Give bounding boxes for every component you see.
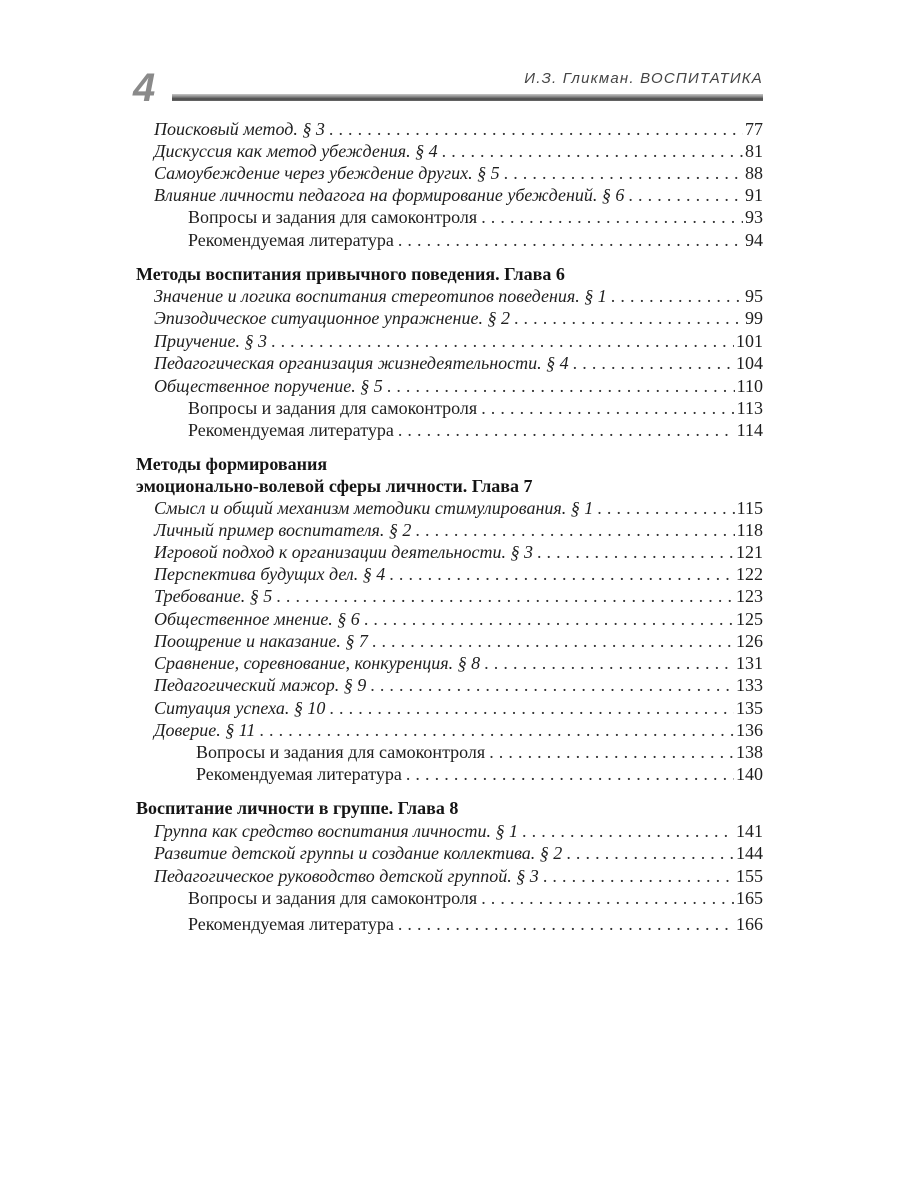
dot-leader: [514, 307, 743, 329]
toc-entry-page: 114: [736, 420, 763, 440]
dot-leader: [415, 519, 734, 541]
toc-entry-title: Педагогическая организация жизнедеятельности. § 4: [154, 353, 569, 373]
dot-leader: [398, 419, 735, 441]
dot-leader: [389, 563, 734, 585]
chapter-7-heading-line1[interactable]: Методы формирования: [136, 454, 328, 474]
toc-entry[interactable]: [154, 652, 763, 674]
toc-entry-title: Общественное поручение. § 5: [154, 376, 383, 396]
toc-entry[interactable]: [154, 674, 763, 696]
toc-entry-title: Вопросы и задания для самоконтроля: [188, 888, 478, 908]
toc-entry-page: 99: [745, 308, 763, 328]
toc-questions-entry[interactable]: [188, 206, 763, 228]
toc-entry-page: 136: [736, 720, 763, 740]
toc-entry-title: Общественное мнение. § 6: [154, 609, 360, 629]
header-rule-divider: [172, 94, 763, 101]
toc-entry[interactable]: [154, 541, 763, 563]
toc-entry-title: Значение и логика воспитания стереотипов поведения. § 1: [154, 286, 607, 306]
toc-entry-page: 133: [736, 675, 763, 695]
toc-entry[interactable]: [154, 330, 763, 352]
toc-entry[interactable]: [154, 184, 763, 206]
toc-entry-page: 123: [736, 586, 763, 606]
toc-entry[interactable]: [154, 307, 763, 329]
toc-literature-entry[interactable]: [188, 419, 763, 441]
dot-leader: [370, 674, 734, 696]
toc-entry-title: Поисковый метод. § 3: [154, 119, 325, 139]
toc-entry-title: Рекомендуемая литература: [196, 764, 402, 784]
toc-literature-entry[interactable]: [196, 763, 763, 785]
dot-leader: [628, 184, 743, 206]
toc-entry-page: 155: [736, 866, 763, 886]
toc-entry-title: Эпизодическое ситуационное упражнение. § 2: [154, 308, 510, 328]
toc-entry-page: 93: [745, 207, 763, 227]
toc-entry-page: 141: [736, 821, 763, 841]
toc-entry-page: 135: [736, 698, 763, 718]
toc-entry-title: Самоубеждение через убеждение других. § 5: [154, 163, 500, 183]
page-number: 4: [133, 66, 155, 110]
toc-entry-page: 140: [736, 764, 763, 784]
dot-leader: [573, 352, 734, 374]
toc-entry[interactable]: [154, 140, 763, 162]
toc-entry[interactable]: [154, 352, 763, 374]
dot-leader: [481, 206, 743, 228]
toc-entry-page: 110: [736, 376, 763, 396]
chapter-8-heading[interactable]: Воспитание личности в группе. Глава 8: [136, 798, 459, 818]
dot-leader: [329, 697, 734, 719]
toc-questions-entry[interactable]: [188, 887, 763, 909]
toc-entry-title: Рекомендуемая литература: [188, 230, 394, 250]
dot-leader: [522, 820, 734, 842]
toc-entry[interactable]: [154, 118, 763, 140]
toc-entry-title: Перспектива будущих дел. § 4: [154, 564, 386, 584]
toc-entry-title: Педагогическое руководство детской группой. § 3: [154, 866, 539, 886]
toc-literature-entry[interactable]: [188, 229, 763, 251]
toc-entry[interactable]: [154, 563, 763, 585]
toc-questions-entry[interactable]: [196, 741, 763, 763]
toc-entry-title: Приучение. § 3: [154, 331, 267, 351]
toc-entry[interactable]: [154, 162, 763, 184]
toc-entry-title: Влияние личности педагога на формирование убеждений. § 6: [154, 185, 625, 205]
toc-entry[interactable]: [154, 865, 763, 887]
toc-entry-title: Рекомендуемая литература: [188, 420, 394, 440]
toc-entry-page: 91: [745, 185, 763, 205]
toc-entry-page: 125: [736, 609, 763, 629]
toc-entry-title: Требование. § 5: [154, 586, 273, 606]
dot-leader: [543, 865, 734, 887]
toc-entry-title: Развитие детской группы и создание коллектива. § 2: [154, 843, 563, 863]
toc-entry-page: 81: [745, 141, 763, 161]
toc-entry-title: Педагогический мажор. § 9: [154, 675, 367, 695]
toc-entry-title: Смысл и общий механизм методики стимулирования. § 1: [154, 498, 594, 518]
toc-entry[interactable]: [154, 519, 763, 541]
toc-entry-title: Поощрение и наказание. § 7: [154, 631, 368, 651]
toc-entry-title: Игровой подход к организации деятельности. § 3: [154, 542, 533, 562]
toc-entry-title: Доверие. § 11: [154, 720, 256, 740]
dot-leader: [406, 763, 734, 785]
dot-leader: [329, 118, 743, 140]
dot-leader: [271, 330, 734, 352]
toc-entry[interactable]: [154, 820, 763, 842]
toc-entry-title: Рекомендуемая литература: [188, 914, 394, 934]
toc-entry-page: 144: [736, 843, 763, 863]
dot-leader: [481, 397, 734, 419]
toc-entry-page: 95: [745, 286, 763, 306]
dot-leader: [597, 497, 734, 519]
toc-entry-page: 101: [736, 331, 763, 351]
dot-leader: [504, 162, 743, 184]
toc-entry-page: 121: [736, 542, 763, 562]
toc-entry[interactable]: [154, 719, 763, 741]
toc-entry[interactable]: [154, 285, 763, 307]
toc-entry[interactable]: [154, 608, 763, 630]
dot-leader: [611, 285, 743, 307]
toc-entry[interactable]: [154, 842, 763, 864]
dot-leader: [259, 719, 734, 741]
dot-leader: [442, 140, 743, 162]
dot-leader: [566, 842, 734, 864]
toc-entry-page: 88: [745, 163, 763, 183]
toc-entry-title: Вопросы и задания для самоконтроля: [196, 742, 486, 762]
toc-entry-title: Ситуация успеха. § 10: [154, 698, 326, 718]
toc-entry-page: 104: [736, 353, 763, 373]
toc-entry-page: 77: [745, 119, 763, 139]
dot-leader: [398, 913, 734, 935]
toc-entry[interactable]: [154, 375, 763, 397]
running-head: И.З. Гликман. ВОСПИТАТИКА: [524, 70, 763, 87]
toc-entry[interactable]: [154, 697, 763, 719]
dot-leader: [364, 608, 734, 630]
dot-leader: [484, 652, 734, 674]
toc-entry-page: 122: [736, 564, 763, 584]
toc-questions-entry[interactable]: [188, 397, 763, 419]
dot-leader: [276, 585, 734, 607]
toc-entry-page: 165: [736, 888, 763, 908]
toc-entry-page: 166: [736, 914, 763, 934]
dot-leader: [489, 741, 734, 763]
toc-entry-title: Сравнение, соревнование, конкуренция. § 8: [154, 653, 481, 673]
chapter-7-heading-line2[interactable]: эмоционально-волевой сферы личности. Глава 7: [136, 476, 533, 496]
toc-entry[interactable]: [154, 630, 763, 652]
dot-leader: [481, 887, 734, 909]
dot-leader: [537, 541, 734, 563]
dot-leader: [387, 375, 735, 397]
toc-entry-title: Вопросы и задания для самоконтроля: [188, 207, 478, 227]
toc-entry-page: 118: [736, 520, 763, 540]
toc-entry-title: Личный пример воспитателя. § 2: [154, 520, 412, 540]
toc-entry-page: 94: [745, 230, 763, 250]
toc-entry-page: 138: [736, 742, 763, 762]
toc-entry[interactable]: [154, 585, 763, 607]
dot-leader: [398, 229, 743, 251]
toc-entry-page: 113: [736, 398, 763, 418]
dot-leader: [372, 630, 734, 652]
chapter-6-heading[interactable]: Методы воспитания привычного поведения. Глава 6: [136, 264, 565, 284]
toc-entry-title: Дискуссия как метод убеждения. § 4: [154, 141, 438, 161]
toc-entry-title: Группа как средство воспитания личности. § 1: [154, 821, 519, 841]
toc-entry-page: 126: [736, 631, 763, 651]
toc-entry-title: Вопросы и задания для самоконтроля: [188, 398, 478, 418]
toc-literature-entry[interactable]: [188, 913, 763, 935]
toc-entry-page: 131: [736, 653, 763, 673]
toc-entry[interactable]: [154, 497, 763, 519]
toc-entry-page: 115: [736, 498, 763, 518]
